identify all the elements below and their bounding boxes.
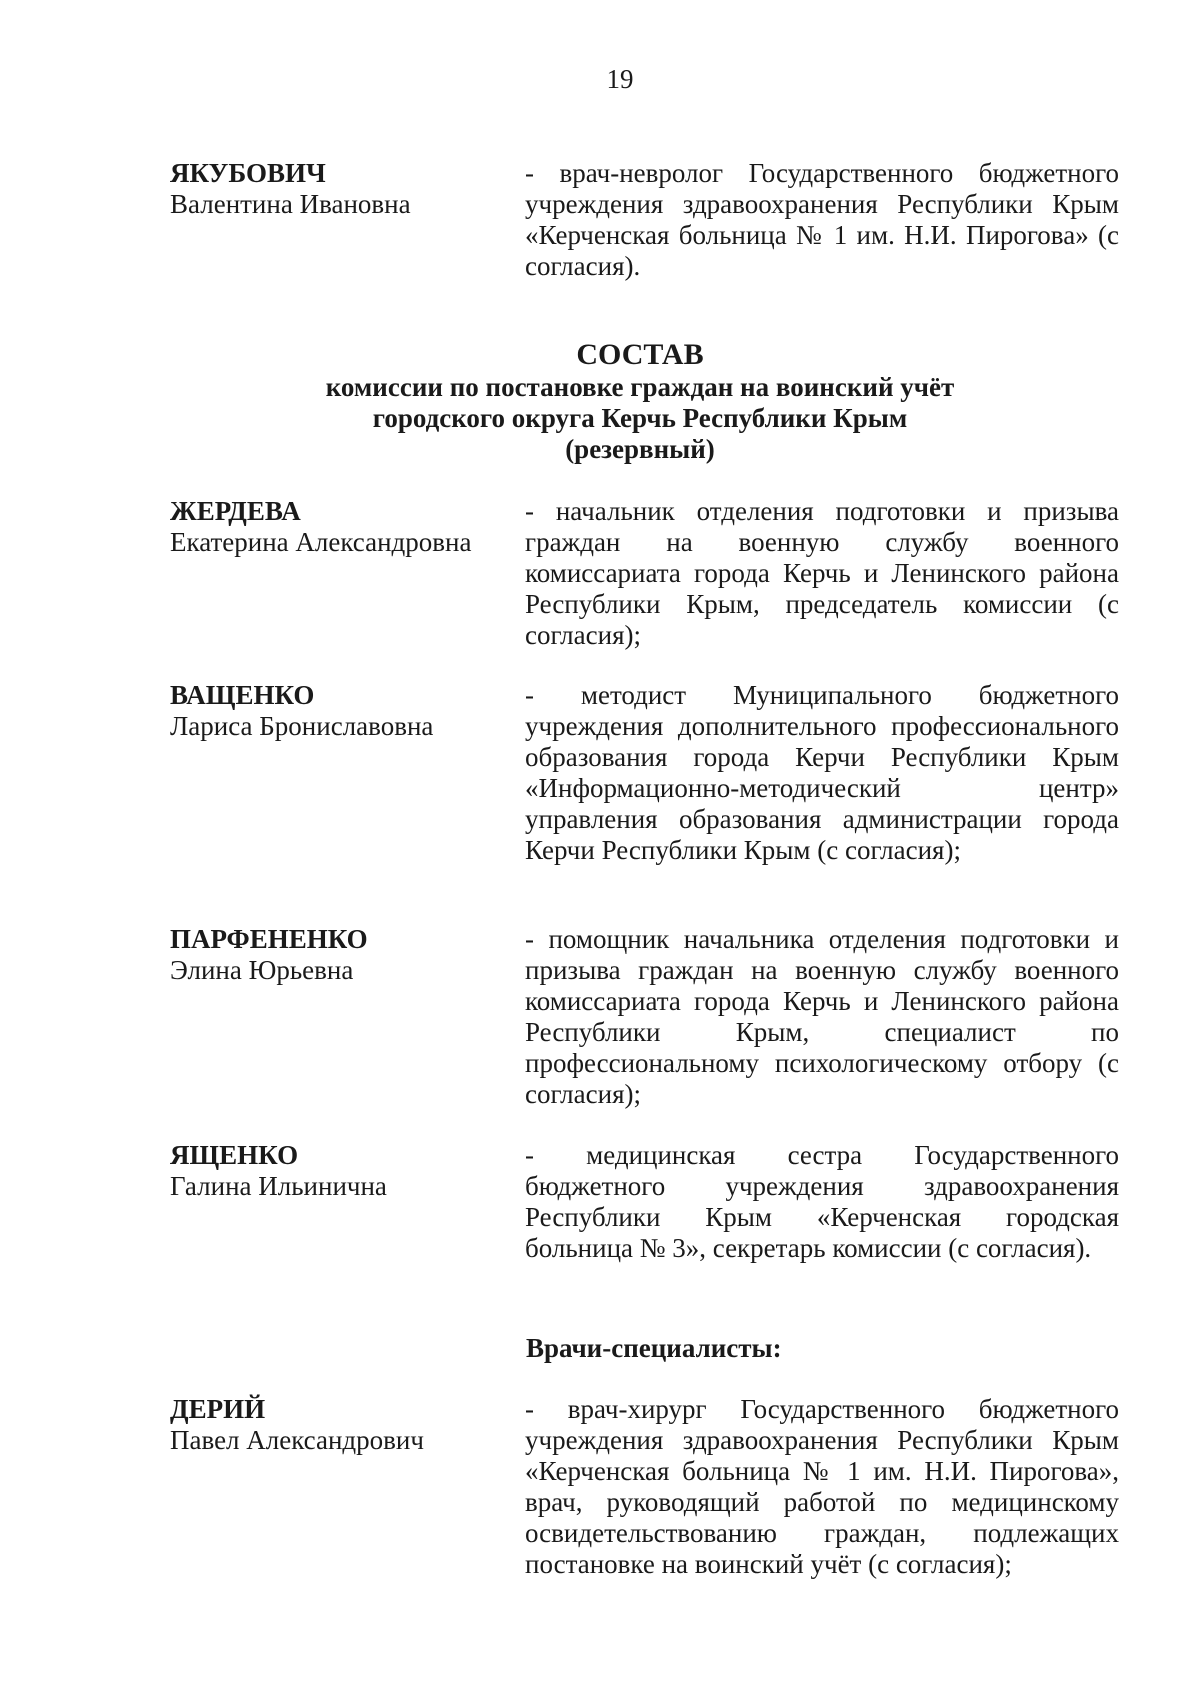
member-surname: ДЕРИЙ: [170, 1394, 266, 1424]
member-given-name: Элина Юрьевна: [170, 955, 354, 985]
member-given-name: Валентина Ивановна: [170, 189, 411, 219]
member-name: [170, 1394, 510, 1456]
member-given-name: Екатерина Александровна: [170, 527, 472, 557]
member-description: - методист Муниципального бюджетного учреждения дополнительного профессионального образования города Керчи Республики Крым «Информационно-методический центр» управления образования администрации города Керчи Республики Крым (с согласия);: [525, 680, 1119, 865]
member-name: [170, 924, 510, 986]
member-surname: ЯЩЕНКО: [170, 1140, 299, 1170]
page-number: 19: [606, 64, 634, 94]
section-title: СОСТАВ: [576, 338, 704, 371]
member-given-name: Галина Ильинична: [170, 1171, 387, 1201]
member-given-name: Павел Александрович: [170, 1425, 424, 1455]
member-surname: ПАРФЕНЕНКО: [170, 924, 368, 954]
member-name: [170, 158, 510, 220]
member-surname: ЖЕРДЕВА: [170, 496, 301, 526]
member-description: - начальник отделения подготовки и призыва граждан на военную службу военного комиссариата города Керчь и Ленинского района Республики Крым, председатель комиссии (с согласия);: [525, 496, 1119, 650]
member-description: - врач-хирург Государственного бюджетного учреждения здравоохранения Республики Крым «Керченская больница № 1 им. Н.И. Пирогова», врач, руководящий работой по медицинскому освидетельствованию граждан, подлежащих постановке на воинский учёт (с согласия);: [525, 1394, 1119, 1579]
section-subtitle-line-3: (резервный): [565, 434, 715, 464]
section-heading: [0, 338, 1200, 465]
member-name: [170, 680, 510, 742]
member-description: - помощник начальника отделения подготовки и призыва граждан на военную службу военного комиссариата города Керчь и Ленинского района Республики Крым, специалист по профессиональному психологическому отбору (с согласия);: [525, 924, 1119, 1109]
member-surname: ВАЩЕНКО: [170, 680, 315, 710]
member-description: - врач-невролог Государственного бюджетного учреждения здравоохранения Республики Крым «Керченская больница № 1 им. Н.И. Пирогова» (с согласия).: [525, 158, 1119, 281]
section-subtitle-line-1: комиссии по постановке граждан на воинский учёт: [325, 372, 955, 402]
member-given-name: Лариса Брониславовна: [170, 711, 434, 741]
member-name: [170, 1140, 510, 1202]
member-surname: ЯКУБОВИЧ: [170, 158, 326, 188]
member-name: [170, 496, 510, 558]
member-description: - медицинская сестра Государственного бюджетного учреждения здравоохранения Республики Крым «Керченская городская больница № 3», секретарь комиссии (с согласия).: [525, 1140, 1119, 1263]
section-subtitle-line-2: городского округа Керчь Республики Крым: [372, 403, 908, 433]
specialists-heading: Врачи-специалисты:: [526, 1333, 782, 1363]
